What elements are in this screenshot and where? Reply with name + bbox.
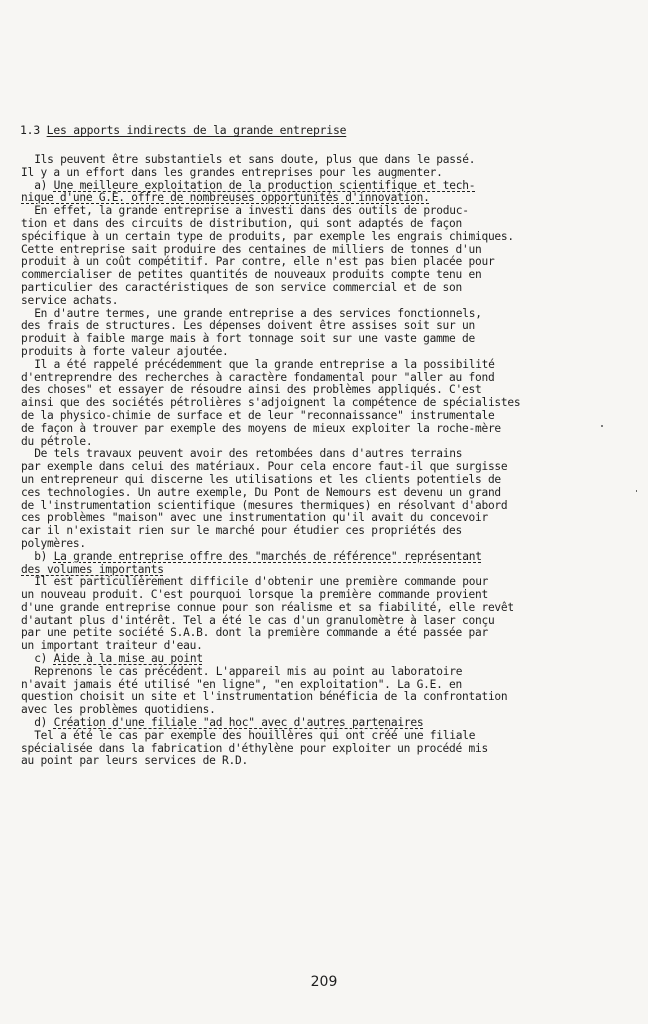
line-text: spécifique à un certain type de produits, par exemple les engrais chimiques. bbox=[21, 229, 514, 243]
line-text: commercialiser de petites quantités de nouveaux produits compte tenu en bbox=[21, 268, 482, 282]
line-text: produit à faible marge mais à fort tonnage soit sur une vaste gamme de bbox=[21, 332, 475, 346]
line-text: de façon à trouver par exemple des moyens de mieux exploiter la roche-mère bbox=[21, 421, 501, 435]
line-text: par exemple dans celui des matériaux. Pour cela encore faut-il que surgisse bbox=[21, 460, 508, 474]
line-text: Il y a un effort dans les grandes entreprises pour les augmenter. bbox=[21, 165, 443, 179]
line-text: Il est particulièrement difficile d'obtenir une première commande pour bbox=[34, 575, 489, 589]
scan-speck bbox=[636, 490, 637, 492]
section-title-text: Les apports indirects de la grande entreprise bbox=[46, 123, 347, 137]
line-text: d'autant plus d'intérêt. Tel a été le cas d'un granulomètre à laser conçu bbox=[21, 613, 495, 627]
line-text: du pétrole. bbox=[21, 434, 93, 448]
line-text: d'une grande entreprise connue pour son réalisme et sa fiabilité, elle revêt bbox=[21, 600, 514, 614]
line-text: Cette entreprise sait produire des centaines de milliers de tonnes d'un bbox=[21, 242, 482, 256]
text-line bbox=[21, 423, 631, 436]
line-text: de l'instrumentation scientifique (mesures thermiques) en résolvant d'abord bbox=[21, 498, 508, 512]
line-text: un entrepreneur qui discerne les utilisations et les clients potentiels de bbox=[21, 472, 501, 486]
subheading-text: Une meilleure exploitation de la production scientifique et tech- bbox=[53, 178, 476, 192]
item-marker: c) bbox=[34, 652, 54, 666]
line-text: particulier des caractéristiques de son service commercial et de son bbox=[21, 280, 463, 294]
line-text: polymères. bbox=[21, 536, 86, 550]
line-text: car il n'existait rien sur le marché pour étudier ces propriétés des bbox=[21, 524, 463, 538]
subheading-text: des volumes importants bbox=[21, 562, 164, 576]
item-marker: b) bbox=[34, 549, 54, 563]
text-line bbox=[21, 525, 631, 538]
line-text: En d'autre termes, une grande entreprise a des services fonctionnels, bbox=[34, 306, 482, 320]
line-text: Il a été rappelé précédemment que la grande entreprise a la possibilité bbox=[34, 357, 495, 371]
line-text: un nouveau produit. C'est pourquoi lorsque la première commande provient bbox=[21, 588, 488, 602]
section-number: 1.3 bbox=[20, 123, 40, 137]
line-text: service achats. bbox=[21, 293, 119, 307]
text-line bbox=[21, 755, 631, 768]
line-text: question choisit un site et l'instrumentation bénéficia de la confrontation bbox=[21, 690, 508, 704]
item-marker: d) bbox=[34, 716, 54, 730]
line-text: En effet, la grande entreprise a investi dans des outils de produc- bbox=[34, 204, 469, 218]
line-text: Ils peuvent être substantiels et sans doute, plus que dans le passé. bbox=[34, 153, 476, 166]
line-text: des frais de structures. Les dépenses doivent être assises soit sur un bbox=[21, 319, 475, 333]
line-text: produit à un coût compétitif. Par contre, elle n'est pas bien placée pour bbox=[21, 255, 495, 269]
line-text: ces problèmes "maison" avec une instrumentation qu'il avait du concevoir bbox=[21, 511, 488, 525]
scan-speck bbox=[601, 425, 603, 427]
line-text: au point par leurs services de R.D. bbox=[21, 754, 248, 768]
line-text: tion et dans des circuits de distribution, qui sont adaptés de façon bbox=[21, 216, 463, 230]
line-text: ces technologies. Un autre exemple, Du Pont de Nemours est devenu un grand bbox=[21, 485, 501, 499]
line-text: par une petite société S.A.B. dont la première commande a été passée par bbox=[21, 626, 488, 640]
line-text: des choses" et essayer de résoudre ainsi des problèmes appliqués. C'est bbox=[21, 383, 482, 397]
page-number: 209 bbox=[310, 974, 338, 990]
body-text bbox=[21, 154, 631, 768]
line-text: Reprenons le cas précédent. L'appareil mis au point au laboratoire bbox=[34, 664, 463, 678]
line-text: produits à forte valeur ajoutée. bbox=[21, 344, 229, 358]
item-marker: a) bbox=[34, 178, 54, 192]
line-text: un important traiteur d'eau. bbox=[21, 639, 203, 653]
line-text: avec les problèmes quotidiens. bbox=[21, 703, 216, 717]
line-text: ainsi que des sociétés pétrolières s'adjoignent la compétence de spécialistes bbox=[21, 396, 521, 410]
subheading-text: nique d'une G.E. offre de nombreuses opportunités d'innovation. bbox=[21, 191, 430, 205]
subheading-text: Aide à la mise au point bbox=[53, 652, 203, 666]
line-text: de la physico-chimie de surface et de leur "reconnaissance" instrumentale bbox=[21, 408, 495, 422]
subheading-text: La grande entreprise offre des "marchés de référence" représentant bbox=[53, 549, 482, 563]
section-heading bbox=[20, 123, 346, 137]
line-text: spécialisée dans la fabrication d'éthylène pour exploiter un procédé mis bbox=[21, 741, 488, 755]
line-text: n'avait jamais été utilisé "en ligne", "en exploitation". La G.E. en bbox=[21, 677, 463, 691]
line-text: d'entreprendre des recherches à caractère fondamental pour "aller au fond bbox=[21, 370, 495, 384]
subheading-text: Création d'une filiale "ad hoc" avec d'autres partenaires bbox=[53, 716, 424, 730]
line-text: De tels travaux peuvent avoir des retombées dans d'autres terrains bbox=[34, 447, 463, 461]
line-text: Tel a été le cas par exemple des houillères qui ont créé une filiale bbox=[34, 728, 476, 742]
